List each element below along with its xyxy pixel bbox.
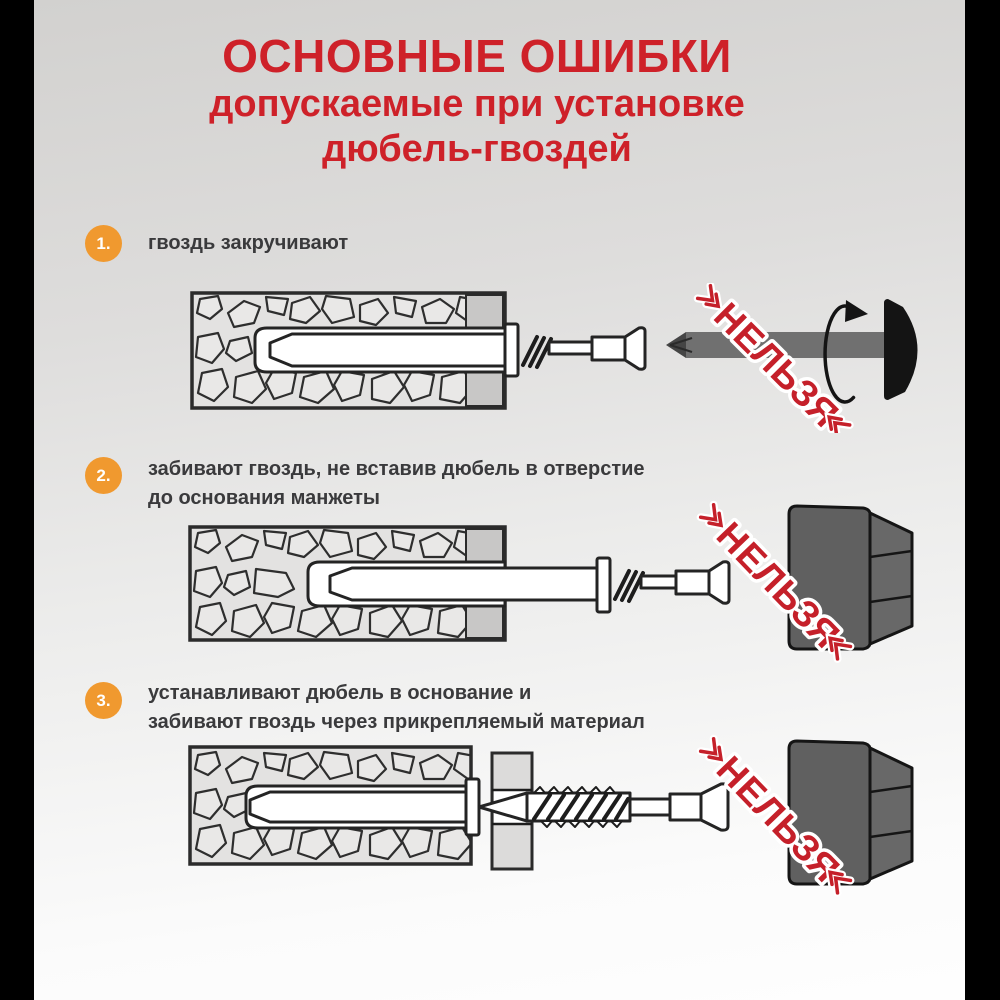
nail-neck xyxy=(592,337,625,360)
item-3-text-line1: устанавливают дюбель в основание и xyxy=(148,682,532,704)
illustration-2 xyxy=(185,495,965,665)
nail-shaft xyxy=(641,576,676,588)
nail-head xyxy=(709,562,729,603)
content-canvas xyxy=(34,0,965,1000)
nail-neck xyxy=(670,794,701,820)
dowel-collar xyxy=(597,558,610,612)
nail-head xyxy=(625,328,645,369)
page-title xyxy=(34,30,920,172)
item-2-text-line1: забивают гвоздь, не вставив дюбель в отверстие xyxy=(148,458,645,480)
nail-shaft xyxy=(630,799,670,815)
page-title-line3: дюбель-гвоздей xyxy=(322,128,632,170)
dowel-nail-fully-inserted xyxy=(255,324,645,376)
empty-dowel-in-wall xyxy=(246,779,479,835)
nail-neck xyxy=(676,571,709,594)
page-title-line2: допускаемые при установке xyxy=(209,83,745,125)
dowel-sleeve xyxy=(250,792,471,822)
illustration-1 xyxy=(185,283,965,433)
dowel-sleeve xyxy=(270,334,505,366)
dowel-collar xyxy=(505,324,518,376)
item-3-number-badge: 3. xyxy=(85,682,122,719)
item-1-text xyxy=(148,229,348,258)
item-2-number-badge: 2. xyxy=(85,457,122,494)
dowel-nail-partially-inserted xyxy=(308,558,729,612)
dowel-sleeve xyxy=(330,568,597,600)
item-1-text-line1: гвоздь закручивают xyxy=(148,232,349,254)
nail-shaft xyxy=(549,342,592,354)
page-title-line1: ОСНОВНЫЕ ОШИБКИ xyxy=(222,30,732,82)
nail-thread xyxy=(523,337,551,367)
item-1-number-badge: 1. xyxy=(85,225,122,262)
nail-thread xyxy=(615,571,643,601)
dowel-collar xyxy=(466,779,479,835)
item-3-text-line2: забивают гвоздь через прикрепляемый материал xyxy=(148,711,645,733)
illustration-3 xyxy=(185,728,965,905)
item-2-text-line2: до основания манжеты xyxy=(148,487,380,509)
